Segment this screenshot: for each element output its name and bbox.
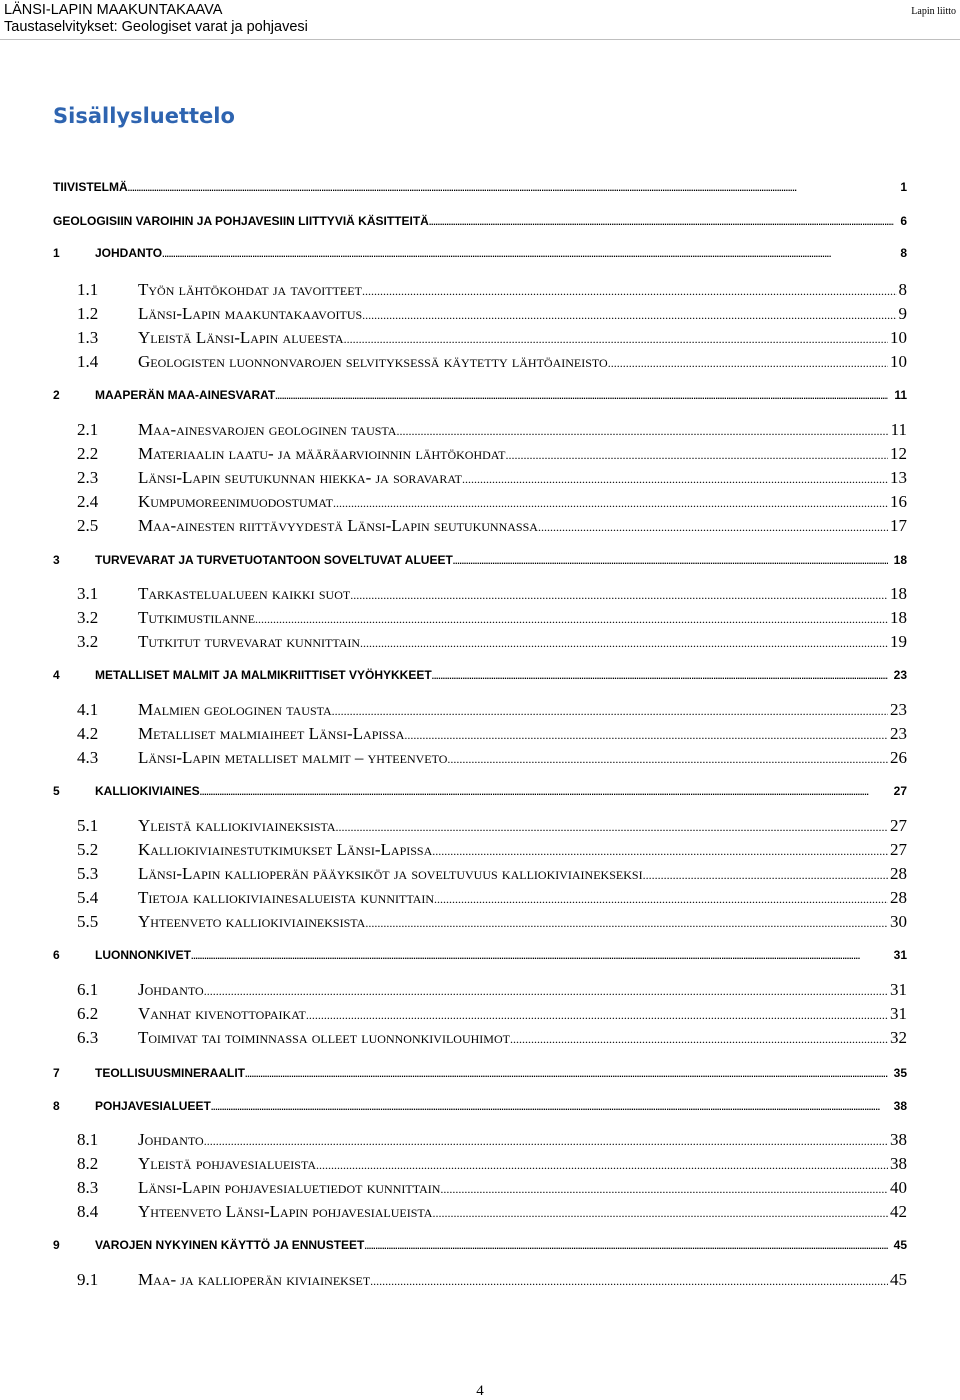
toc-entry-number: 5.2 [77,840,99,859]
toc-entry-number: 1.1 [77,280,99,299]
toc-entry-number: 4 [53,668,60,682]
toc-entry-page: 13 [890,468,907,487]
toc-entry-page: 38 [890,1130,907,1149]
toc-entry-page: 23 [893,668,907,682]
toc-entry-page: 9 [898,304,907,323]
toc-entry[interactable] [77,492,907,512]
toc-entry-title: Länsi-Lapin maakuntakaavoitus [138,304,363,323]
toc-entry[interactable] [53,1099,907,1113]
toc-entry[interactable] [77,1028,907,1048]
toc-entry-page: 17 [890,516,907,535]
page-number: 4 [476,1383,484,1399]
toc-entry-page: 28 [890,864,907,883]
toc-entry-title: Geologisten luonnonvarojen selvityksessä käytetty lähtöaineisto [138,352,608,371]
toc-entry-title: GEOLOGISIIN VAROIHIN JA POHJAVESIIN LIITTYVIÄ KÄSITTEITÄ [53,214,429,228]
toc-leader [404,728,888,743]
toc-leader [432,844,888,859]
toc-leader [365,916,888,931]
toc-entry-page: 1 [900,180,907,194]
toc-leader [440,1182,888,1197]
toc-entry-number: 8.1 [77,1130,99,1149]
toc-entry-page: 38 [893,1099,907,1113]
toc-entry-number: 5 [53,784,60,798]
toc-entry[interactable] [53,246,907,260]
toc-entry-page: 11 [894,388,907,402]
toc-entry-number: 5.1 [77,816,99,835]
toc-entry-title: Materiaalin laatu- ja määräarvioinnin lähtökohdat [138,444,506,463]
toc-entry[interactable] [77,700,907,720]
toc-entry[interactable] [53,214,907,228]
toc-entry-number: 1.3 [77,328,99,347]
running-header [4,2,308,36]
toc-leader [162,249,894,259]
toc-entry-title: Työn lähtökohdat ja tavoitteet [138,280,362,299]
toc-entry-title: POHJAVESIALUEET [95,1099,211,1113]
toc-entry[interactable] [77,724,907,744]
toc-leader [538,520,888,535]
toc-entry-page: 28 [890,888,907,907]
toc-entry-title: Maa-ainesvarojen geologinen tausta [138,420,397,439]
toc-entry-number: 5.4 [77,888,99,907]
toc-entry-number: 9.1 [77,1270,99,1289]
toc-entry-title: Tutkimustilanne [138,608,256,627]
toc-entry-page: 18 [890,608,907,627]
toc-leader [505,448,888,463]
toc-entry-title: TURVEVARAT JA TURVETUOTANTOON SOVELTUVAT ALUEET [95,553,453,567]
toc-entry-page: 19 [890,632,907,651]
toc-entry-number: 3 [53,553,60,567]
toc-entry-title: LUONNONKIVET [95,948,191,962]
toc-entry-title: Tietoja kalliokiviainesalueista kunnittain [138,888,435,907]
toc-entry-title: TIIVISTELMÄ [53,180,128,194]
toc-entry-title: VAROJEN NYKYINEN KÄYTTÖ JA ENNUSTEET [95,1238,365,1252]
toc-entry-number: 6.1 [77,980,99,999]
toc-entry-page: 27 [893,784,907,798]
toc-entry-number: 1 [53,246,60,260]
toc-entry-title: Vanhat kivenottopaikat [138,1004,306,1023]
toc-leader [245,1069,888,1079]
toc-entry-page: 10 [890,352,907,371]
toc-entry-page: 8 [898,280,907,299]
toc-entry-page: 16 [890,492,907,511]
toc-entry-title: Yleistä pohjavesialueista [138,1154,317,1173]
toc-leader [453,556,888,566]
toc-entry-number: 7 [53,1066,60,1080]
toc-entry-page: 27 [890,840,907,859]
toc-leader [447,752,888,767]
toc-entry[interactable] [53,1066,907,1080]
toc-entry-title: Tarkastelualueen kaikki suot [138,584,351,603]
toc-entry-title: Länsi-Lapin metalliset malmit – yhteenveto [138,748,448,767]
toc-entry-title: MAAPERÄN MAA-AINESVARAT [95,388,276,402]
toc-entry[interactable] [77,1154,907,1174]
toc-leader [364,1241,887,1251]
toc-entry-number: 4.1 [77,700,99,719]
toc-entry-page: 31 [890,980,907,999]
toc-entry-title: Kalliokiviainestutkimukset Länsi-Lapissa [138,840,433,859]
toc-entry[interactable] [77,816,907,836]
toc-entry-number: 1.4 [77,352,99,371]
toc-entry-title: METALLISET MALMIT JA MALMIKRIITTISET VYÖHYKKEET [95,668,432,682]
toc-entry[interactable] [77,1202,907,1222]
toc-entry-page: 31 [893,948,907,962]
toc-entry-title: Yleistä Länsi-Lapin alueesta [138,328,344,347]
toc-entry-page: 45 [893,1238,907,1252]
toc-entry-title: Johdanto [138,980,204,999]
toc-leader [204,984,888,999]
toc-entry[interactable] [53,388,907,402]
toc-entry[interactable] [77,864,907,884]
toc-leader [396,424,888,439]
toc-entry-title: Malmien geologinen tausta [138,700,332,719]
toc-entry[interactable] [53,948,907,962]
toc-entry[interactable] [53,180,907,194]
toc-entry-page: 42 [890,1202,907,1221]
toc-entry[interactable] [77,420,907,440]
toc-entry[interactable] [77,840,907,860]
toc-entry-number: 1.2 [77,304,99,323]
toc-entry-title: Tutkitut turvevarat kunnittain [138,632,361,651]
toc-entry-page: 31 [890,1004,907,1023]
toc-entry[interactable] [53,553,907,567]
toc-leader [432,1206,888,1221]
header-line-2: Taustaselvitykset: Geologiset varat ja pohjavesi [4,19,308,35]
toc-entry-number: 5.3 [77,864,99,883]
toc-leader [362,284,897,299]
toc-entry[interactable] [77,584,907,604]
toc-leader [306,1008,888,1023]
toc-entry[interactable] [77,980,907,1000]
toc-leader [211,1102,888,1112]
toc-entry-page: 23 [890,724,907,743]
toc-entry-number: 2.2 [77,444,99,463]
toc-entry-number: 2 [53,388,60,402]
toc-entry-page: 38 [890,1154,907,1173]
toc-entry-page: 11 [890,420,907,439]
toc-entry[interactable] [53,668,907,682]
toc-entry[interactable] [77,1130,907,1150]
toc-entry[interactable] [77,352,907,372]
header-line-1: LÄNSI-LAPIN MAAKUNTAKAAVA [4,2,223,18]
toc-entry[interactable] [77,632,907,652]
toc-leader [128,183,895,193]
toc-entry-page: 32 [890,1028,907,1047]
toc-leader [344,332,888,347]
toc-entry[interactable] [77,468,907,488]
toc-entry-page: 8 [900,246,907,260]
header-organization: Lapin liitto [911,6,956,17]
toc-entry-title: Johdanto [138,1130,204,1149]
toc-leader [200,787,888,797]
toc-entry-number: 9 [53,1238,60,1252]
toc-entry-page: 6 [900,214,907,228]
toc-entry-title: Maa-ainesten riittävyydestä Länsi-Lapin seutukunnassa [138,516,538,535]
toc-entry[interactable] [77,444,907,464]
toc-leader [462,472,888,487]
toc-entry-page: 10 [890,328,907,347]
toc-entry-number: 8 [53,1099,60,1113]
toc-entry-number: 2.5 [77,516,99,535]
toc-entry-title: KALLIOKIVIAINES [95,784,200,798]
toc-entry-number: 6.3 [77,1028,99,1047]
toc-entry[interactable] [77,608,907,628]
toc-entry[interactable] [53,784,907,798]
toc-entry-page: 30 [890,912,907,931]
toc-entry[interactable] [77,1004,907,1024]
toc-leader [332,704,888,719]
toc-leader [275,391,888,401]
toc-entry-title: Toimivat tai toiminnassa olleet luonnonkivilouhimot [138,1028,510,1047]
toc-entry[interactable] [77,1178,907,1198]
toc-leader [204,1134,888,1149]
toc-leader [360,636,888,651]
toc-entry-page: 40 [890,1178,907,1197]
toc-entry-title: Kumpumoreenimuodostumat [138,492,333,511]
toc-entry-title: Länsi-Lapin pohjavesialuetiedot kunnittain [138,1178,441,1197]
toc-entry-number: 6.2 [77,1004,99,1023]
toc-entry-number: 2.3 [77,468,99,487]
toc-leader [432,671,888,681]
toc-entry-title: Yhteenveto Länsi-Lapin pohjavesialueista [138,1202,433,1221]
toc-leader [434,892,888,907]
toc-leader [350,588,888,603]
toc-leader [608,356,888,371]
toc-entry[interactable] [53,1238,907,1252]
toc-entry-title: Länsi-Lapin kallioperän pääyksiköt ja soveltuvuus kalliokiviainekseksi [138,864,643,883]
toc-entry[interactable] [77,912,907,932]
toc-entry-title: Maa- ja kallioperän kiviainekset [138,1270,371,1289]
toc-leader [643,868,888,883]
toc-entry-number: 2.1 [77,420,99,439]
toc-entry-title: JOHDANTO [95,246,163,260]
toc-entry[interactable] [77,748,907,768]
toc-entry-number: 3.2 [77,608,99,627]
toc-title: Sisällysluettelo [53,104,235,128]
toc-entry-page: 27 [890,816,907,835]
header-divider [0,39,960,40]
toc-entry-page: 26 [890,748,907,767]
toc-leader [336,820,888,835]
toc-entry-page: 35 [893,1066,907,1080]
toc-entry[interactable] [77,328,907,348]
toc-entry-number: 4.2 [77,724,99,743]
toc-entry-number: 6 [53,948,60,962]
toc-leader [191,951,888,961]
toc-entry-number: 3.2 [77,632,99,651]
toc-entry-number: 5.5 [77,912,99,931]
toc-leader [429,217,894,227]
toc-leader [333,496,888,511]
toc-entry-number: 8.4 [77,1202,99,1221]
toc-leader [362,308,896,323]
toc-entry-title: Metalliset malmiaiheet Länsi-Lapissa [138,724,405,743]
toc-leader [255,612,888,627]
toc-entry-title: TEOLLISUUSMINERAALIT [95,1066,245,1080]
toc-entry-page: 23 [890,700,907,719]
toc-entry-page: 12 [890,444,907,463]
toc-entry-number: 8.2 [77,1154,99,1173]
toc-entry[interactable] [77,280,907,300]
toc-entry-title: Yleistä kalliokiviaineksista [138,816,336,835]
toc-entry[interactable] [77,1270,907,1290]
toc-entry-title: Länsi-Lapin seutukunnan hiekka- ja soravarat [138,468,463,487]
toc-entry-number: 2.4 [77,492,99,511]
toc-entry-number: 8.3 [77,1178,99,1197]
toc-entry-number: 4.3 [77,748,99,767]
toc-entry[interactable] [77,516,907,536]
toc-entry-number: 3.1 [77,584,99,603]
toc-entry-title: Yhteenveto kalliokiviaineksista [138,912,366,931]
toc-leader [370,1274,888,1289]
toc-entry[interactable] [77,888,907,908]
toc-entry-page: 45 [890,1270,907,1289]
toc-entry-page: 18 [893,553,907,567]
toc-entry[interactable] [77,304,907,324]
toc-entry-page: 18 [890,584,907,603]
toc-leader [316,1158,888,1173]
toc-leader [510,1032,888,1047]
